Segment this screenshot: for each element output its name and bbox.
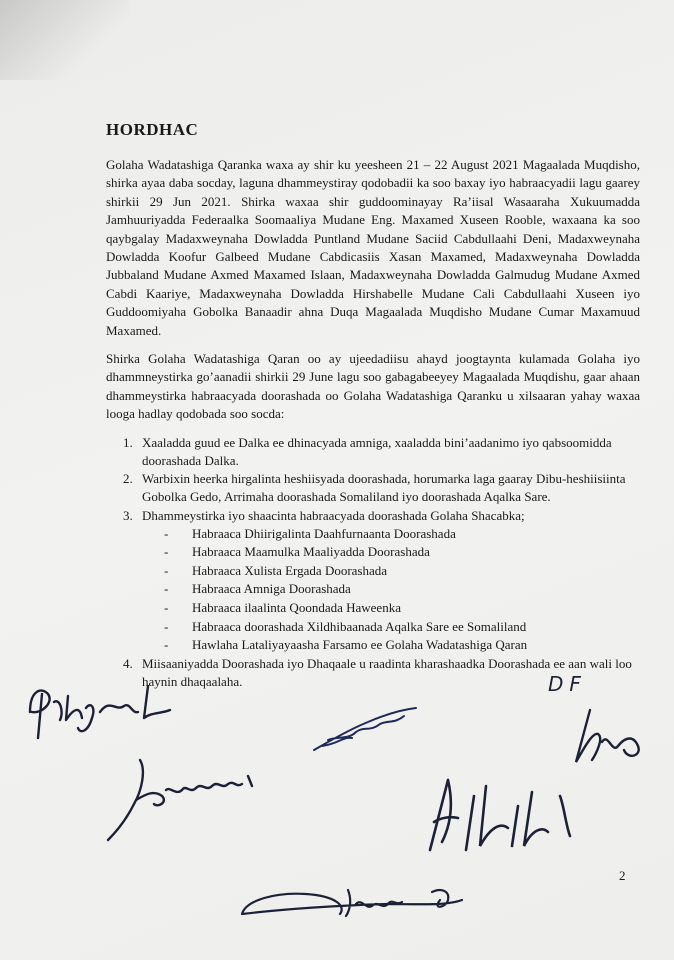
page-shadow bbox=[0, 0, 130, 80]
procedures-list bbox=[142, 525, 640, 655]
signature-initials-text: DF bbox=[548, 672, 587, 696]
document-body bbox=[106, 120, 640, 691]
procedure-item: - Habraaca ilaalinta Qoondada Haweenka bbox=[164, 599, 640, 618]
agenda-item-3 bbox=[136, 507, 640, 655]
signature-2 bbox=[308, 700, 428, 765]
agenda-list bbox=[106, 434, 640, 692]
procedure-item: - Hawlaha Lataliyayaasha Farsamo ee Golaha Wadatashiga Qaran bbox=[164, 636, 640, 655]
agenda-item-3-text: Dhammeystirka iyo shaacinta habraacyada doorashada Golaha Shacabka; bbox=[142, 507, 525, 523]
page-number: 2 bbox=[619, 868, 626, 883]
agenda-item-2: 2. Warbixin heerka hirgalinta heshiisyada doorashada, horumarka laga gaaray Dibu-heshiisiinta Gobolka Gedo, Arrimaha doorashada Somaliland iyo doorashada Aqalka Sare. bbox=[136, 470, 640, 506]
signature-4 bbox=[96, 750, 276, 855]
document-heading: HORDHAC bbox=[106, 120, 199, 139]
agenda-item-1: 1. Xaaladda guud ee Dalka ee dhinacyada amniga, xaaladda bini’aadanimo iyo qabsoomidda doorashada Dalka. bbox=[136, 434, 640, 470]
procedure-item: - Habraaca Xulista Ergada Doorashada bbox=[164, 562, 640, 581]
signature-6 bbox=[236, 870, 476, 935]
signature-5 bbox=[420, 766, 600, 871]
paragraph-intro: Golaha Wadatashiga Qaranka waxa ay shir ku yeesheen 21 – 22 August 2021 Magaalada Muqdisho, shirka ayaa daba socday, laguna dhammeystiray qodobadii ka soo baxay iyo habraacyadii lagu gaarey shirkii 29 Jun 2021. Shirka waxaa shir guddoominayay Ra’iisal Wasaaraha Xukuumadda Jamhuuriyadda Federaalka Soomaaliya Mudane Eng. Maxamed Xuseen Rooble, waxaana ka soo qaybgalay Madaxweynaha Dowladda Puntland Mudane Saciid Cabdullaahi Deni, Madaxweynaha Dowladda Koofur Galbeed Mudane Cabdicasiis Xasan Maxamed, Madaxweynaha Dowladda Jubbaland Mudane Axmed Maxamed Islaan, Madaxweynaha Dowladda Galmudug Mudane Axmed Cabdi Kaariye, Madaxweynaha Dowladda Hirshabelle Mudane Cali Cabdullaahi Xuseen iyo Guddoomiyaha Gobolka Banaadir ahna Duqa Magaalada Muqdisho Mudane Cumar Maxamuud Maxamed. bbox=[106, 157, 640, 338]
procedure-item: - Habraaca doorashada Xildhibaanada Aqalka Sare ee Somaliland bbox=[164, 618, 640, 637]
procedure-item: - Habraaca Dhiirigalinta Daahfurnaanta Doorashada bbox=[164, 525, 640, 544]
procedure-item: - Habraaca Amniga Doorashada bbox=[164, 580, 640, 599]
procedure-item: - Habraaca Maamulka Maaliyadda Doorashada bbox=[164, 543, 640, 562]
signature-1 bbox=[20, 672, 190, 757]
paragraph-purpose: Shirka Golaha Wadatashiga Qaran oo ay ujeedadiisu ahayd joogtaynta kulamada Golaha iyo dhammneystirka go’aanadii shirkii 29 June lagu soo gabagabeeyey Magaalada Muqdishu, gaar ahaan dhammeystirka habraacyada doorashada oo Golaha Wadatashiga Qaranku u xilsaaran yahay waxaa looga hadlay qodobada soo socda: bbox=[106, 351, 640, 422]
agenda-item-4: 4. Miisaaniyadda Doorashada iyo Dhaqaale u raadinta kharashaadka Doorashada ee aan wali loo haynin dhaqaalaha. bbox=[136, 655, 640, 691]
signature-initials bbox=[548, 672, 587, 696]
